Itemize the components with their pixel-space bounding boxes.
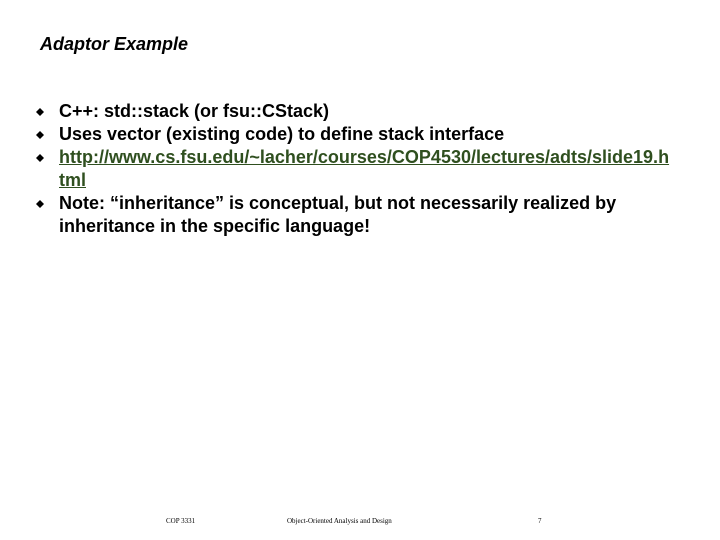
slide-title: Adaptor Example: [40, 34, 189, 54]
bullet-item-uses-vector: [36, 123, 676, 146]
footer-course: COP 3331: [166, 517, 196, 525]
lecture-slide-link[interactable]: http://www.cs.fsu.edu/~lacher/courses/COP4530/lectures/adts/slide19.html: [59, 147, 670, 190]
footer-subject: Object-Oriented Analysis and Design: [287, 517, 392, 525]
diamond-bullet-icon: [36, 131, 44, 139]
bullet-item-inheritance-note: [36, 192, 676, 238]
bullet-text: Note: “inheritance” is conceptual, but not necessarily realized by inheritance in the specific language!: [59, 193, 617, 236]
diamond-bullet-icon: [36, 200, 44, 208]
diamond-bullet-icon: [36, 108, 44, 116]
footer-page-number: 7: [538, 517, 542, 525]
bullet-list: [36, 100, 676, 238]
bullet-item-link[interactable]: [36, 146, 676, 192]
bullet-text: Uses vector (existing code) to define stack interface: [59, 124, 505, 144]
bullet-text: C++: std::stack (or fsu::CStack): [59, 101, 330, 121]
bullet-item-cpp-stack: [36, 100, 676, 123]
diamond-bullet-icon: [36, 154, 44, 162]
